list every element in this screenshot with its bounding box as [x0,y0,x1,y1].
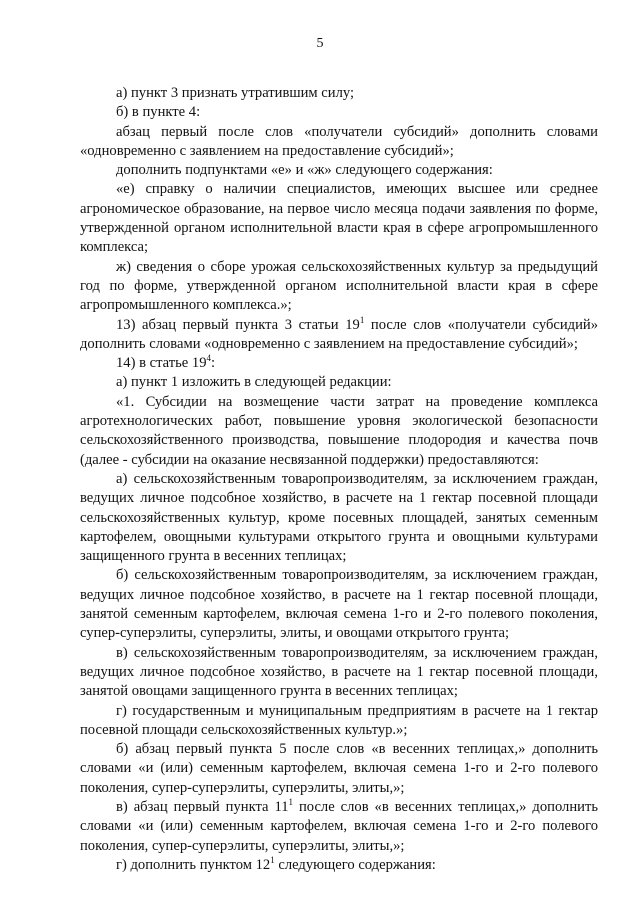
paragraph-b-point5: б) абзац первый пункта 5 после слов «в весенних теплицах,» дополнить словами «и (или) семенным картофелем, включая семена 1-го и 2-го полевого поколения, супер-суперэлиты, суперэлиты, элиты,»; [80,741,598,796]
paragraph-a-point1: а) пункт 1 изложить в следующей редакции: [116,374,392,391]
paragraph-e-specialists: «е) справку о наличии специалистов, имеющих высшее или среднее агрономическое образование, на первое число месяца подачи заявления по форме, утвержденной органом исполнительной власти края в сфере агропромышленного комплекса; [80,181,598,256]
paragraph-a-point3: а) пункт 3 признать утратившим силу; [116,85,355,101]
paragraph-zh-harvest: ж) сведения о сборе урожая сельскохозяйственных культур за предыдущий год по форме, утвержденной органом исполнительной власти края в сфере агропромышленного комплекса.»; [80,258,598,314]
paragraph-first-abzac: абзац первый после слов «получатели субсидий» дополнить словами «одновременно с заявлением на предоставление субсидий»; [80,123,598,159]
paragraph-14: 14) в статье $19^4$: [116,353,216,372]
paragraph-item-a: а) сельскохозяйственным товаропроизводителям, за исключением граждан, ведущих личное подсобное хозяйство, в расчете на 1 гектар посевной площади сельскохозяйственных культур, кроме посевных площадей, занятых семенным картофелем, овощными культурами открытого грунта и овощными культурами защищенного грунта в весенних теплицах; [80,470,598,565]
paragraph-g-point12: г) дополнить пунктом $12^1$ следующего содержания: [116,854,436,873]
document-body [80,84,598,875]
page-number: 5 [316,36,324,51]
paragraph-item-g: г) государственным и муниципальным предприятиям в расчете на 1 гектар посевной площади сельскохозяйственных культур.»; [80,702,598,738]
paragraph-b-point4: б) в пункте 4: [116,104,201,121]
paragraph-13: 13) абзац первый пункта 3 статьи $19^1$ после слов «получатели субсидий» дополнить словами «одновременно с заявлением на предоставление субсидий»; [80,314,599,352]
paragraph-item-b: б) сельскохозяйственным товаропроизводителям, за исключением граждан, ведущих личное подсобное хозяйство, в расчете на 1 гектар посевной площади, занятой семенным картофелем, включая семена 1-го и 2-го полевого поколения, супер-суперэлиты, суперэлиты, элиты, и овощами открытого грунта; [80,567,598,642]
paragraph-subsidies: «1. Субсидии на возмещение части затрат на проведение комплекса агротехнологических работ, повышение уровня экологической безопасности сельскохозяйственного производства, повышение плодородия и качества почв (далее - субсидии на оказание несвязанной поддержки) предоставляются: [80,393,598,468]
paragraph-v-point11: в) абзац первый пункта $11^1$ после слов «в весенних теплицах,» дополнить словами «и (или) семенным картофелем, включая семена 1-го и 2-го полевого поколения, супер-суперэлиты, суперэлиты, элиты,»; [80,796,598,854]
paragraph-add-subpoints: дополнить подпунктами «е» и «ж» следующего содержания: [116,162,493,179]
paragraph-item-v: в) сельскохозяйственным товаропроизводителям, за исключением граждан, ведущих личное подсобное хозяйство, в расчете на 1 гектар посевной площади, занятой овощами защищенного грунта в весенних теплицах; [80,644,598,700]
